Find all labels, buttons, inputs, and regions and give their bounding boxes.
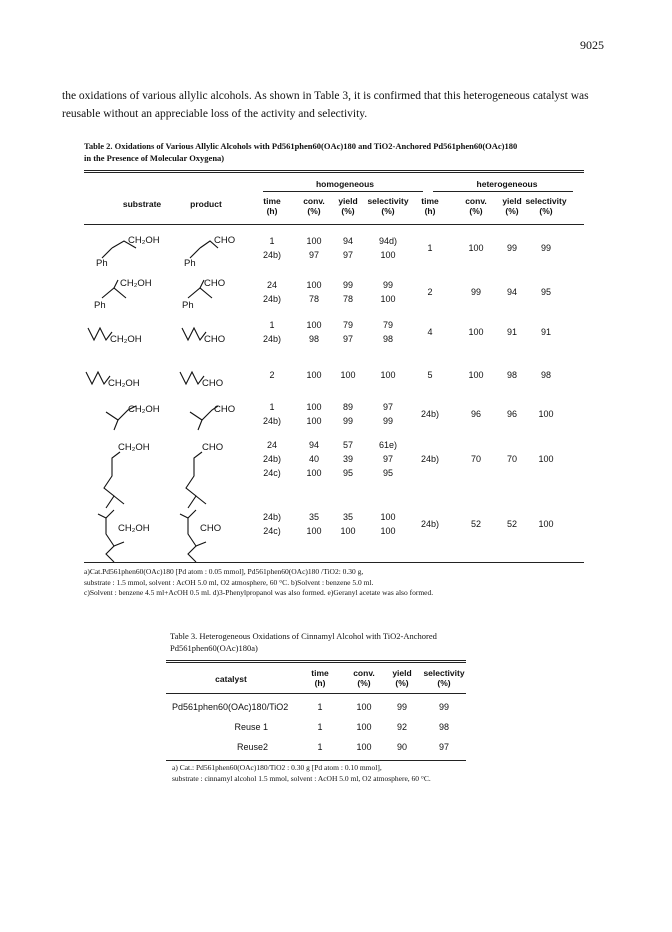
table2-het-cell: 52 — [506, 519, 517, 529]
table2-top-rule — [84, 170, 584, 171]
table3-caption — [170, 630, 490, 654]
svg-text:CH₂OH: CH₂OH — [118, 523, 150, 534]
table2-het-cell: 99 — [540, 243, 551, 253]
table2-hom-cell: 95 — [382, 468, 393, 478]
table2-hom-cell: 78 — [342, 294, 353, 304]
table3-caption-line1: Table 3. Heterogeneous Oxidations of Cinnamyl Alcohol with TiO2-Anchored — [170, 631, 437, 641]
table2-het-cell: 96 — [470, 409, 481, 419]
table3-bottom-rule — [166, 760, 466, 761]
svg-text:CHO: CHO — [202, 442, 224, 453]
substrate-4-structure — [86, 372, 140, 389]
col-header-label: conv. — [353, 668, 375, 678]
product-2-structure — [182, 278, 225, 311]
table3-caption-line2: Pd561phen60(OAc)180a) — [170, 643, 258, 653]
table2-hom-cell: 100 — [380, 370, 396, 380]
product-5-structure — [190, 404, 235, 430]
table3-top-rule-2 — [166, 662, 466, 663]
table2-hom-cell: 100 — [306, 416, 322, 426]
table3-catalyst-cell: Pd561phen60(OAc)180/TiO2 — [172, 702, 289, 712]
table2-hom-cell: 97 — [382, 454, 393, 464]
table2-het-cell: 95 — [540, 287, 551, 297]
col-header-unit: (%) — [307, 206, 321, 216]
col-header-unit: (%) — [437, 678, 451, 688]
table2-het-cell: 70 — [470, 454, 481, 464]
table2-het-cell: 100 — [468, 370, 484, 380]
table2-hom-cell: 99 — [382, 280, 393, 290]
table2-hom-cell: 24b) — [262, 250, 281, 260]
svg-text:CHO: CHO — [202, 378, 224, 389]
svg-text:Ph: Ph — [94, 300, 106, 311]
svg-text:CH₂OH: CH₂OH — [118, 442, 150, 453]
table3-catalyst-cell: Reuse 1 — [234, 722, 268, 732]
col-header-unit: (%) — [381, 206, 395, 216]
table2-het-cell: 100 — [468, 327, 484, 337]
table2-het-cell: 4 — [427, 327, 433, 337]
substrate-5-structure — [106, 404, 160, 430]
table3-footnotes — [172, 763, 492, 784]
table2-hom-cell: 98 — [382, 334, 393, 344]
table2-hom-cell: 24 — [266, 440, 277, 450]
table3-cell: 1 — [317, 742, 323, 752]
substrate-6-structure — [104, 442, 150, 508]
col-header-label: conv. — [303, 196, 325, 206]
intro-paragraph: the oxidations of various allylic alcohols. As shown in Table 3, it is confirmed that this heterogeneous catalyst was reusable without an appreciable loss of the activity and selectivity. — [62, 90, 589, 120]
table2-hom-cell: 24b) — [262, 294, 281, 304]
homogeneous-header: homogeneous — [315, 179, 375, 189]
product-6-structure — [186, 442, 223, 508]
homogeneous-rule — [263, 191, 423, 192]
col-header-label: selectivity — [423, 668, 465, 678]
col-header-unit: (%) — [357, 678, 371, 688]
table3-cell: 100 — [356, 742, 372, 752]
table2-het-cell: 91 — [540, 327, 551, 337]
table2-het-cell: 91 — [506, 327, 517, 337]
table2-hom-cell: 24c) — [263, 526, 281, 536]
heterogeneous-rule — [433, 191, 573, 192]
table2-hom-cell: 100 — [306, 526, 322, 536]
table2-het-cell: 24b) — [420, 409, 439, 419]
table2-hom-cell: 35 — [308, 512, 319, 522]
table2-hom-cell: 97 — [342, 334, 353, 344]
col-header-label: selectivity — [367, 196, 409, 206]
table2-hom-cell: 24b) — [262, 334, 281, 344]
col-header-unit: (%) — [469, 206, 483, 216]
table2-het-cell: 96 — [506, 409, 517, 419]
table2-het-cell: 100 — [468, 243, 484, 253]
svg-text:CH₂OH: CH₂OH — [128, 404, 160, 415]
table2-hom-cell: 100 — [306, 320, 322, 330]
table2-hom-cell: 100 — [340, 526, 356, 536]
table2-hom-cell: 61e) — [378, 440, 397, 450]
table2-footnote-3: c)Solvent : benzene 4.5 ml+AcOH 0.5 ml. d)3-Phenylpropanol was also formed. e)Geranyl acetate was also formed. — [84, 588, 434, 597]
table2-het-cell: 2 — [427, 287, 433, 297]
table2-hom-cell: 100 — [306, 280, 322, 290]
table2-top-rule-2 — [84, 172, 584, 173]
table3-cell: 1 — [317, 722, 323, 732]
table2-hom-cell: 1 — [269, 320, 275, 330]
table3-footnote-1: a) Cat.: Pd561phen60(OAc)180/TiO2 : 0.30 g [Pd atom : 0.10 mmol], — [172, 763, 382, 772]
table2-hom-cell: 2 — [269, 370, 275, 380]
substrate-1-oh-label: CH₂OH — [128, 235, 160, 246]
table2-hom-cell: 95 — [342, 468, 353, 478]
col-header-label: yield — [392, 668, 412, 678]
substrate-1-structure — [96, 235, 160, 269]
table2-hom-cell: 24b) — [262, 512, 281, 522]
table2-hom-cell: 100 — [380, 250, 396, 260]
table2-hom-cell: 35 — [342, 512, 353, 522]
table2-caption — [84, 140, 604, 164]
table3-footnote-2: substrate : cinnamyl alcohol 1.5 mmol, solvent : AcOH 5.0 ml, O2 atmosphere, 60 °C. — [172, 773, 431, 783]
table2-hom-cell: 97 — [308, 250, 319, 260]
table2-col-header-7 — [516, 196, 576, 216]
heterogeneous-header: heterogeneous — [476, 179, 538, 189]
table3-catalyst-header: catalyst — [215, 674, 247, 684]
col-header-label: yield — [338, 196, 358, 206]
table3-cell: 92 — [396, 722, 407, 732]
table2-footnote-2: substrate : 1.5 mmol, solvent : AcOH 5.0 ml, O2 atmosphere, 60 °C. b)Solvent : benzene 5.0 ml. — [84, 577, 374, 587]
table2-het-cell: 99 — [506, 243, 517, 253]
table3-header-rule — [166, 693, 466, 694]
table2-footnote-1: a)Cat.Pd561phen60(OAc)180 [Pd atom : 0.05 mmol], Pd561phen60(OAc)180 /TiO2: 0.30 g, — [84, 567, 364, 576]
table2-het-cell: 100 — [538, 519, 554, 529]
table2-hom-cell: 94d) — [378, 236, 397, 246]
col-header-unit: (%) — [341, 206, 355, 216]
table2-hom-cell: 1 — [269, 236, 275, 246]
table3-col-header-3 — [414, 668, 474, 688]
col-header-unit: (%) — [395, 678, 409, 688]
table3-cell: 100 — [356, 702, 372, 712]
table2-het-cell: 98 — [540, 370, 551, 380]
table2-het-cell: 98 — [506, 370, 517, 380]
table3-cell: 97 — [438, 742, 449, 752]
svg-text:CH₂OH: CH₂OH — [110, 334, 142, 345]
col-header-unit: (%) — [539, 206, 553, 216]
table2-hom-cell: 100 — [340, 370, 356, 380]
svg-text:CHO: CHO — [214, 404, 236, 415]
table2-hom-cell: 100 — [306, 402, 322, 412]
col-header-label: time — [263, 196, 281, 206]
table2-het-cell: 24b) — [420, 454, 439, 464]
table2-hom-cell: 24b) — [262, 416, 281, 426]
table3-cell: 99 — [438, 702, 449, 712]
table3-cell: 99 — [396, 702, 407, 712]
table3-cell: 98 — [438, 722, 449, 732]
table2-hom-cell: 78 — [308, 294, 319, 304]
table2-hom-cell: 100 — [306, 370, 322, 380]
table2-hom-cell: 100 — [380, 526, 396, 536]
table3-catalyst-cell: Reuse2 — [236, 742, 268, 752]
table2-hom-cell: 24c) — [263, 468, 281, 478]
table2-caption-line2: in the Presence of Molecular Oxygena) — [84, 153, 225, 163]
table2-hom-cell: 97 — [342, 250, 353, 260]
table2-hom-cell: 1 — [269, 402, 275, 412]
svg-text:CHO: CHO — [214, 235, 236, 246]
svg-text:CH₂OH: CH₂OH — [108, 378, 140, 389]
table2-hom-cell: 79 — [382, 320, 393, 330]
table2-het-cell: 100 — [538, 409, 554, 419]
product-header: product — [190, 199, 222, 209]
table3-cell: 90 — [396, 742, 407, 752]
table2-footnotes — [84, 567, 604, 599]
svg-text:CHO: CHO — [204, 334, 226, 345]
table3-cell: 1 — [317, 702, 323, 712]
structures-svg — [84, 226, 264, 562]
page-number: 9025 — [580, 38, 604, 52]
table2-het-cell: 1 — [427, 243, 433, 253]
col-header-unit: (h) — [424, 206, 436, 216]
col-header-unit: (h) — [314, 678, 326, 688]
table2-hom-cell: 100 — [306, 236, 322, 246]
table2-hom-cell: 94 — [308, 440, 319, 450]
table2-hom-cell: 99 — [382, 416, 393, 426]
table2-hom-cell: 40 — [308, 454, 319, 464]
svg-text:CHO: CHO — [200, 523, 222, 534]
table2-caption-line1: Table 2. Oxidations of Various Allylic Alcohols with Pd561phen60(OAc)180 and TiO2-Anchored Pd561phen60(OAc)180 — [84, 141, 518, 151]
table2-het-cell: 94 — [506, 287, 517, 297]
col-header-label: yield — [502, 196, 522, 206]
table2-het-cell: 99 — [470, 287, 481, 297]
substrate-3-structure — [88, 328, 142, 345]
col-header-label: time — [311, 668, 329, 678]
product-4-structure — [180, 372, 223, 389]
table2-hom-cell: 89 — [342, 402, 353, 412]
table2-het-cell: 24b) — [420, 519, 439, 529]
col-header-label: selectivity — [525, 196, 567, 206]
table2-hom-cell: 94 — [342, 236, 353, 246]
col-header-label: time — [421, 196, 439, 206]
svg-text:CH₂OH: CH₂OH — [120, 278, 152, 289]
table2-het-cell: 5 — [427, 370, 433, 380]
substrate-2-structure — [94, 278, 152, 311]
table2-hom-cell: 79 — [342, 320, 353, 330]
table2-hom-cell: 97 — [382, 402, 393, 412]
table2-hom-cell: 39 — [342, 454, 353, 464]
svg-text:Ph: Ph — [182, 300, 194, 311]
product-3-structure — [182, 328, 225, 345]
table2-header-rule — [84, 224, 584, 225]
col-header-unit: (h) — [266, 206, 278, 216]
svg-text:Ph: Ph — [184, 258, 196, 269]
svg-text:CHO: CHO — [204, 278, 226, 289]
col-header-label: conv. — [465, 196, 487, 206]
table2-hom-cell: 100 — [380, 294, 396, 304]
table2-hom-cell: 100 — [380, 512, 396, 522]
table3-top-rule — [166, 660, 466, 661]
table2-bottom-rule — [84, 562, 584, 563]
table2-hom-cell: 99 — [342, 416, 353, 426]
table2-het-cell: 70 — [506, 454, 517, 464]
col-header-unit: (%) — [505, 206, 519, 216]
product-7-structure — [180, 510, 221, 562]
table2-hom-cell: 100 — [306, 468, 322, 478]
table2-hom-cell: 99 — [342, 280, 353, 290]
table2-het-cell: 52 — [470, 519, 481, 529]
table2-het-cell: 100 — [538, 454, 554, 464]
substrate-header: substrate — [122, 199, 162, 209]
substrate-1-ph-label: Ph — [96, 258, 108, 269]
table2-hom-cell: 24 — [266, 280, 277, 290]
table2-hom-cell: 98 — [308, 334, 319, 344]
table2-hom-cell: 57 — [342, 440, 353, 450]
table3-cell: 100 — [356, 722, 372, 732]
product-1-structure — [184, 235, 235, 269]
substrate-7-structure — [98, 510, 150, 562]
table2-hom-cell: 24b) — [262, 454, 281, 464]
